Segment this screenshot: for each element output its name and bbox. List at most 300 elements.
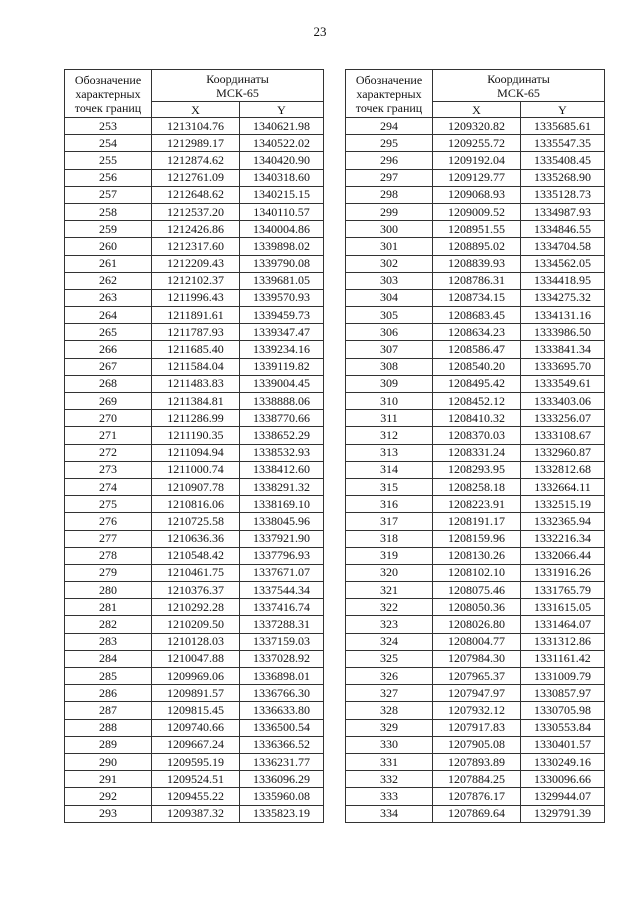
point-number-cell: 322 <box>346 599 433 616</box>
point-number-cell: 301 <box>346 238 433 255</box>
point-number-cell: 318 <box>346 530 433 547</box>
x-coordinate-cell: 1208026.80 <box>433 616 521 633</box>
y-coordinate-cell: 1332960.87 <box>521 444 605 461</box>
point-number-cell: 258 <box>65 203 152 220</box>
y-coordinate-cell: 1331009.79 <box>521 668 605 685</box>
y-coordinate-cell: 1339459.73 <box>240 307 324 324</box>
y-coordinate-cell: 1337921.90 <box>240 530 324 547</box>
x-coordinate-cell: 1208159.96 <box>433 530 521 547</box>
point-number-cell: 266 <box>65 341 152 358</box>
table-row <box>346 668 605 685</box>
y-coordinate-cell: 1334704.58 <box>521 238 605 255</box>
table-row <box>65 599 324 616</box>
y-coordinate-cell: 1331765.79 <box>521 582 605 599</box>
point-number-cell: 260 <box>65 238 152 255</box>
y-coordinate-cell: 1338045.96 <box>240 513 324 530</box>
y-coordinate-cell: 1334131.16 <box>521 307 605 324</box>
x-coordinate-cell: 1208683.45 <box>433 307 521 324</box>
x-coordinate-cell: 1210816.06 <box>152 496 240 513</box>
y-coordinate-cell: 1336898.01 <box>240 668 324 685</box>
table-row <box>65 169 324 186</box>
x-coordinate-cell: 1207932.12 <box>433 702 521 719</box>
y-coordinate-cell: 1339681.05 <box>240 272 324 289</box>
x-coordinate-cell: 1211384.81 <box>152 393 240 410</box>
y-coordinate-cell: 1339119.82 <box>240 358 324 375</box>
x-coordinate-cell: 1210209.50 <box>152 616 240 633</box>
point-number-cell: 313 <box>346 444 433 461</box>
point-number-cell: 271 <box>65 427 152 444</box>
table-row <box>346 341 605 358</box>
table-row <box>346 582 605 599</box>
x-coordinate-cell: 1208452.12 <box>433 393 521 410</box>
y-coordinate-cell: 1333403.06 <box>521 393 605 410</box>
point-number-cell: 274 <box>65 478 152 495</box>
table-row <box>65 238 324 255</box>
table-row <box>65 203 324 220</box>
point-number-cell: 317 <box>346 513 433 530</box>
point-number-cell: 315 <box>346 478 433 495</box>
y-coordinate-cell: 1337159.03 <box>240 633 324 650</box>
table-row <box>65 341 324 358</box>
point-number-cell: 296 <box>346 152 433 169</box>
point-number-cell: 267 <box>65 358 152 375</box>
y-coordinate-cell: 1339004.45 <box>240 375 324 392</box>
table-row <box>65 444 324 461</box>
table-row <box>65 736 324 753</box>
table-row <box>346 685 605 702</box>
point-number-cell: 256 <box>65 169 152 186</box>
y-coordinate-cell: 1338412.60 <box>240 461 324 478</box>
point-number-cell: 329 <box>346 719 433 736</box>
y-coordinate-cell: 1339570.93 <box>240 289 324 306</box>
y-coordinate-cell: 1333256.07 <box>521 410 605 427</box>
table-row <box>65 272 324 289</box>
table-row <box>346 788 605 805</box>
x-coordinate-cell: 1207884.25 <box>433 771 521 788</box>
y-coordinate-cell: 1339790.08 <box>240 255 324 272</box>
table-row <box>65 685 324 702</box>
x-coordinate-cell: 1208130.26 <box>433 547 521 564</box>
point-number-cell: 265 <box>65 324 152 341</box>
y-coordinate-cell: 1332216.34 <box>521 530 605 547</box>
point-number-cell: 269 <box>65 393 152 410</box>
point-number-cell: 309 <box>346 375 433 392</box>
x-coordinate-cell: 1209387.32 <box>152 805 240 822</box>
y-coordinate-cell: 1339898.02 <box>240 238 324 255</box>
x-coordinate-cell: 1211584.04 <box>152 358 240 375</box>
y-coordinate-cell: 1335128.73 <box>521 186 605 203</box>
designation-header-line3: точек границ <box>74 100 142 115</box>
x-coordinate-cell: 1208634.23 <box>433 324 521 341</box>
x-coordinate-cell: 1211996.43 <box>152 289 240 306</box>
x-coordinate-cell: 1212874.62 <box>152 152 240 169</box>
table-row <box>346 444 605 461</box>
table-row <box>346 633 605 650</box>
y-coordinate-cell: 1330857.97 <box>521 685 605 702</box>
x-coordinate-cell: 1209320.82 <box>433 118 521 135</box>
table-row <box>346 736 605 753</box>
point-number-cell: 324 <box>346 633 433 650</box>
x-coordinate-cell: 1208331.24 <box>433 444 521 461</box>
y-column-header: Y <box>240 102 324 118</box>
y-coordinate-cell: 1332812.68 <box>521 461 605 478</box>
point-number-cell: 257 <box>65 186 152 203</box>
x-coordinate-cell: 1208191.17 <box>433 513 521 530</box>
y-coordinate-cell: 1331312.86 <box>521 633 605 650</box>
y-coordinate-cell: 1336096.29 <box>240 771 324 788</box>
point-number-cell: 332 <box>346 771 433 788</box>
y-coordinate-cell: 1338652.29 <box>240 427 324 444</box>
x-coordinate-cell: 1209667.24 <box>152 736 240 753</box>
y-coordinate-cell: 1338532.93 <box>240 444 324 461</box>
point-number-cell: 297 <box>346 169 433 186</box>
x-coordinate-cell: 1208839.93 <box>433 255 521 272</box>
y-coordinate-cell: 1335408.45 <box>521 152 605 169</box>
y-coordinate-cell: 1340621.98 <box>240 118 324 135</box>
point-number-cell: 295 <box>346 135 433 152</box>
table-row <box>346 513 605 530</box>
y-coordinate-cell: 1338291.32 <box>240 478 324 495</box>
point-number-cell: 280 <box>65 582 152 599</box>
x-coordinate-cell: 1210636.36 <box>152 530 240 547</box>
table-row <box>65 427 324 444</box>
x-coordinate-cell: 1208410.32 <box>433 410 521 427</box>
x-coordinate-cell: 1212317.60 <box>152 238 240 255</box>
y-coordinate-cell: 1340215.15 <box>240 186 324 203</box>
table-row <box>65 788 324 805</box>
table-row <box>65 289 324 306</box>
x-coordinate-cell: 1210047.88 <box>152 650 240 667</box>
table-row <box>346 547 605 564</box>
point-number-cell: 261 <box>65 255 152 272</box>
table-row <box>65 616 324 633</box>
table-row <box>346 702 605 719</box>
designation-header-line2: характерных <box>356 86 422 101</box>
y-coordinate-cell: 1332515.19 <box>521 496 605 513</box>
y-coordinate-cell: 1332365.94 <box>521 513 605 530</box>
x-coordinate-cell: 1207965.37 <box>433 668 521 685</box>
coordinates-header-line2: МСК-65 <box>497 85 540 100</box>
table-row <box>65 564 324 581</box>
point-number-cell: 291 <box>65 771 152 788</box>
point-number-cell: 288 <box>65 719 152 736</box>
point-number-cell: 304 <box>346 289 433 306</box>
coordinates-table-right <box>345 69 605 823</box>
y-coordinate-cell: 1331916.26 <box>521 564 605 581</box>
point-number-cell: 316 <box>346 496 433 513</box>
x-coordinate-cell: 1211891.61 <box>152 307 240 324</box>
coordinates-header-line1: Координаты <box>206 71 269 86</box>
table-row <box>346 255 605 272</box>
y-coordinate-cell: 1334275.32 <box>521 289 605 306</box>
x-coordinate-cell: 1208734.15 <box>433 289 521 306</box>
designation-header <box>346 70 433 118</box>
y-coordinate-cell: 1331615.05 <box>521 599 605 616</box>
table-row <box>65 650 324 667</box>
x-coordinate-cell: 1207984.30 <box>433 650 521 667</box>
x-coordinate-cell: 1208293.95 <box>433 461 521 478</box>
point-number-cell: 300 <box>346 221 433 238</box>
point-number-cell: 282 <box>65 616 152 633</box>
x-coordinate-cell: 1207917.83 <box>433 719 521 736</box>
point-number-cell: 275 <box>65 496 152 513</box>
y-coordinate-cell: 1340522.02 <box>240 135 324 152</box>
table-row <box>65 461 324 478</box>
point-number-cell: 278 <box>65 547 152 564</box>
y-coordinate-cell: 1330553.84 <box>521 719 605 736</box>
table-row <box>65 186 324 203</box>
table-row <box>346 169 605 186</box>
y-coordinate-cell: 1335823.19 <box>240 805 324 822</box>
x-coordinate-cell: 1208786.31 <box>433 272 521 289</box>
x-coordinate-cell: 1210292.28 <box>152 599 240 616</box>
x-coordinate-cell: 1208258.18 <box>433 478 521 495</box>
point-number-cell: 305 <box>346 307 433 324</box>
point-number-cell: 328 <box>346 702 433 719</box>
table-row <box>346 393 605 410</box>
y-coordinate-cell: 1334987.93 <box>521 203 605 220</box>
table-row <box>346 289 605 306</box>
x-coordinate-cell: 1211483.83 <box>152 375 240 392</box>
y-coordinate-cell: 1336766.30 <box>240 685 324 702</box>
table-row <box>346 564 605 581</box>
x-coordinate-cell: 1208370.03 <box>433 427 521 444</box>
table-row <box>346 805 605 822</box>
point-number-cell: 289 <box>65 736 152 753</box>
table-row <box>65 478 324 495</box>
table-row <box>346 152 605 169</box>
table-row <box>65 221 324 238</box>
x-column-header: X <box>433 102 521 118</box>
y-coordinate-cell: 1335547.35 <box>521 135 605 152</box>
point-number-cell: 279 <box>65 564 152 581</box>
left-table-body <box>65 118 324 823</box>
x-coordinate-cell: 1212537.20 <box>152 203 240 220</box>
designation-header-line1: Обозначение <box>355 72 423 87</box>
y-coordinate-cell: 1333108.67 <box>521 427 605 444</box>
right-table-body <box>346 118 605 823</box>
y-coordinate-cell: 1329791.39 <box>521 805 605 822</box>
table-row <box>65 668 324 685</box>
table-row <box>346 410 605 427</box>
table-row <box>65 255 324 272</box>
y-coordinate-cell: 1340318.60 <box>240 169 324 186</box>
y-coordinate-cell: 1329944.07 <box>521 788 605 805</box>
table-row <box>65 805 324 822</box>
point-number-cell: 308 <box>346 358 433 375</box>
table-row <box>346 375 605 392</box>
x-coordinate-cell: 1208586.47 <box>433 341 521 358</box>
point-number-cell: 276 <box>65 513 152 530</box>
y-coordinate-cell: 1333695.70 <box>521 358 605 375</box>
table-row <box>346 771 605 788</box>
x-coordinate-cell: 1211094.94 <box>152 444 240 461</box>
point-number-cell: 323 <box>346 616 433 633</box>
x-coordinate-cell: 1212426.86 <box>152 221 240 238</box>
point-number-cell: 290 <box>65 753 152 770</box>
x-coordinate-cell: 1209969.06 <box>152 668 240 685</box>
table-row <box>65 135 324 152</box>
table-row <box>65 719 324 736</box>
coordinates-header <box>433 70 605 102</box>
x-coordinate-cell: 1209891.57 <box>152 685 240 702</box>
y-coordinate-cell: 1335960.08 <box>240 788 324 805</box>
x-coordinate-cell: 1210376.37 <box>152 582 240 599</box>
x-coordinate-cell: 1210548.42 <box>152 547 240 564</box>
table-row <box>346 530 605 547</box>
table-row <box>65 582 324 599</box>
x-coordinate-cell: 1209192.04 <box>433 152 521 169</box>
x-coordinate-cell: 1207893.89 <box>433 753 521 770</box>
coordinates-table-left <box>64 69 324 823</box>
y-coordinate-cell: 1339347.47 <box>240 324 324 341</box>
x-coordinate-cell: 1209740.66 <box>152 719 240 736</box>
y-coordinate-cell: 1335685.61 <box>521 118 605 135</box>
point-number-cell: 327 <box>346 685 433 702</box>
y-coordinate-cell: 1334846.55 <box>521 221 605 238</box>
point-number-cell: 306 <box>346 324 433 341</box>
point-number-cell: 292 <box>65 788 152 805</box>
table-row <box>346 186 605 203</box>
x-coordinate-cell: 1207876.17 <box>433 788 521 805</box>
x-coordinate-cell: 1210725.58 <box>152 513 240 530</box>
designation-header-line1: Обозначение <box>74 72 142 87</box>
y-coordinate-cell: 1340004.86 <box>240 221 324 238</box>
x-coordinate-cell: 1208540.20 <box>433 358 521 375</box>
point-number-cell: 272 <box>65 444 152 461</box>
point-number-cell: 321 <box>346 582 433 599</box>
point-number-cell: 326 <box>346 668 433 685</box>
y-coordinate-cell: 1331464.07 <box>521 616 605 633</box>
y-coordinate-cell: 1336231.77 <box>240 753 324 770</box>
table-row <box>65 771 324 788</box>
y-coordinate-cell: 1337671.07 <box>240 564 324 581</box>
x-coordinate-cell: 1208951.55 <box>433 221 521 238</box>
point-number-cell: 259 <box>65 221 152 238</box>
point-number-cell: 314 <box>346 461 433 478</box>
point-number-cell: 320 <box>346 564 433 581</box>
table-row <box>346 324 605 341</box>
table-row <box>346 358 605 375</box>
y-coordinate-cell: 1334562.05 <box>521 255 605 272</box>
x-coordinate-cell: 1209255.72 <box>433 135 521 152</box>
y-coordinate-cell: 1333841.34 <box>521 341 605 358</box>
y-coordinate-cell: 1333986.50 <box>521 324 605 341</box>
x-coordinate-cell: 1209009.52 <box>433 203 521 220</box>
y-coordinate-cell: 1340420.90 <box>240 152 324 169</box>
y-coordinate-cell: 1331161.42 <box>521 650 605 667</box>
table-row <box>346 427 605 444</box>
point-number-cell: 303 <box>346 272 433 289</box>
x-coordinate-cell: 1210128.03 <box>152 633 240 650</box>
x-coordinate-cell: 1211787.93 <box>152 324 240 341</box>
table-row <box>346 478 605 495</box>
point-number-cell: 293 <box>65 805 152 822</box>
x-coordinate-cell: 1209068.93 <box>433 186 521 203</box>
point-number-cell: 311 <box>346 410 433 427</box>
y-coordinate-cell: 1333549.61 <box>521 375 605 392</box>
y-coordinate-cell: 1336500.54 <box>240 719 324 736</box>
y-coordinate-cell: 1337028.92 <box>240 650 324 667</box>
x-coordinate-cell: 1212209.43 <box>152 255 240 272</box>
y-coordinate-cell: 1340110.57 <box>240 203 324 220</box>
coordinates-header <box>152 70 324 102</box>
y-coordinate-cell: 1330705.98 <box>521 702 605 719</box>
y-coordinate-cell: 1330096.66 <box>521 771 605 788</box>
point-number-cell: 333 <box>346 788 433 805</box>
table-row <box>346 221 605 238</box>
x-coordinate-cell: 1212761.09 <box>152 169 240 186</box>
designation-header <box>65 70 152 118</box>
table-row <box>65 633 324 650</box>
table-row <box>346 599 605 616</box>
table-row <box>346 496 605 513</box>
x-coordinate-cell: 1211190.35 <box>152 427 240 444</box>
x-coordinate-cell: 1212648.62 <box>152 186 240 203</box>
point-number-cell: 281 <box>65 599 152 616</box>
point-number-cell: 310 <box>346 393 433 410</box>
x-coordinate-cell: 1208895.02 <box>433 238 521 255</box>
y-coordinate-cell: 1337796.93 <box>240 547 324 564</box>
table-row <box>65 152 324 169</box>
point-number-cell: 263 <box>65 289 152 306</box>
table-row <box>65 513 324 530</box>
x-coordinate-cell: 1213104.76 <box>152 118 240 135</box>
point-number-cell: 307 <box>346 341 433 358</box>
point-number-cell: 287 <box>65 702 152 719</box>
point-number-cell: 270 <box>65 410 152 427</box>
y-coordinate-cell: 1336633.80 <box>240 702 324 719</box>
y-coordinate-cell: 1330249.16 <box>521 753 605 770</box>
x-coordinate-cell: 1208102.10 <box>433 564 521 581</box>
point-number-cell: 268 <box>65 375 152 392</box>
point-number-cell: 302 <box>346 255 433 272</box>
table-row <box>346 238 605 255</box>
y-coordinate-cell: 1339234.16 <box>240 341 324 358</box>
y-coordinate-cell: 1337544.34 <box>240 582 324 599</box>
x-coordinate-cell: 1210461.75 <box>152 564 240 581</box>
table-row <box>346 650 605 667</box>
point-number-cell: 334 <box>346 805 433 822</box>
x-coordinate-cell: 1209129.77 <box>433 169 521 186</box>
x-coordinate-cell: 1208075.46 <box>433 582 521 599</box>
x-coordinate-cell: 1209595.19 <box>152 753 240 770</box>
table-row <box>65 753 324 770</box>
coordinates-header-line2: МСК-65 <box>216 85 259 100</box>
x-coordinate-cell: 1211000.74 <box>152 461 240 478</box>
table-row <box>65 358 324 375</box>
point-number-cell: 283 <box>65 633 152 650</box>
y-coordinate-cell: 1330401.57 <box>521 736 605 753</box>
table-row <box>65 547 324 564</box>
table-row <box>346 719 605 736</box>
x-coordinate-cell: 1211685.40 <box>152 341 240 358</box>
point-number-cell: 298 <box>346 186 433 203</box>
y-coordinate-cell: 1336366.52 <box>240 736 324 753</box>
point-number-cell: 255 <box>65 152 152 169</box>
point-number-cell: 253 <box>65 118 152 135</box>
point-number-cell: 330 <box>346 736 433 753</box>
y-coordinate-cell: 1338770.66 <box>240 410 324 427</box>
x-coordinate-cell: 1207869.64 <box>433 805 521 822</box>
table-row <box>346 118 605 135</box>
point-number-cell: 286 <box>65 685 152 702</box>
y-coordinate-cell: 1334418.95 <box>521 272 605 289</box>
table-row <box>65 496 324 513</box>
x-coordinate-cell: 1212102.37 <box>152 272 240 289</box>
point-number-cell: 262 <box>65 272 152 289</box>
point-number-cell: 299 <box>346 203 433 220</box>
